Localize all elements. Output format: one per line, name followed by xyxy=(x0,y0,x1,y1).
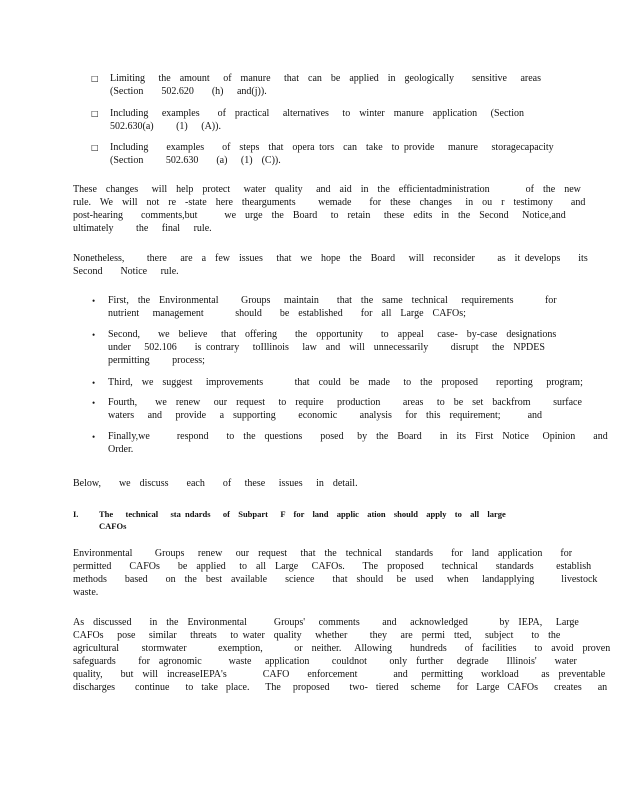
list-item-line: under 502.106 is contrary toIllinois law and will unnecessarily disrupt the NPDES xyxy=(108,342,545,353)
square-bullet-icon: □ xyxy=(91,109,99,118)
paragraph-line: CAFOs pose similar threats to water quality whether they are permi tted, subject to the xyxy=(73,630,561,641)
paragraph-line: waste. xyxy=(73,587,99,598)
paragraph-line: Below, we discuss each of these issues in detail. xyxy=(73,478,358,489)
bullet-dot-icon: • xyxy=(92,296,96,306)
section-title-line: The technical sta ndards of Subpart F for land applic ation should apply to all large xyxy=(99,509,506,519)
bullet-dot-icon: • xyxy=(92,432,96,442)
paragraph-line: agricultural stormwater exemption, or neither. Allowing hundreds of facilities to avoid proven xyxy=(73,643,611,654)
paragraph-line: permitted CAFOs be applied to all Large CAFOs. The proposed technical standards establish xyxy=(73,561,592,572)
section-number: I. xyxy=(73,509,79,519)
list-item-line: Including examples of practical alternatives to winter manure application (Section xyxy=(110,108,524,119)
list-item-line: Fourth, we renew our request to require production areas to be set backfrom surface xyxy=(108,397,582,408)
bullet-dot-icon: • xyxy=(92,330,96,340)
list-item-line: First, the Environmental Groups maintain that the same technical requirements for xyxy=(108,295,557,306)
section-title-line: CAFOs xyxy=(99,521,127,531)
list-item-line: Finally,we respond to the questions posed by the Board in its First Notice Opinion and xyxy=(108,431,608,442)
list-item-line: Including examples of steps that opera tors can take to provide manure storagecapacity xyxy=(110,142,554,153)
list-item-line: 502.630(a) (1) (A)). xyxy=(110,121,221,132)
paragraph-line: quality, but will increaseIEPA's CAFO enforcement and permitting workload as preventable xyxy=(73,669,606,680)
list-item-line: Order. xyxy=(108,444,134,455)
bullet-dot-icon: • xyxy=(92,398,96,408)
paragraph-line: methods based on the best available science that should be used when landapplying livestock xyxy=(73,574,598,585)
paragraph-line: These changes will help protect water quality and aid in the efficientadministration of the new xyxy=(73,184,581,195)
paragraph-line: Nonetheless, there are a few issues that we hope the Board will reconsider as it develops its xyxy=(73,253,588,264)
paragraph-line: ultimately the final rule. xyxy=(73,223,212,234)
paragraph-line: safeguards for agronomic waste application couldnot only further degrade Illinois' water xyxy=(73,656,577,667)
bullet-dot-icon: • xyxy=(92,378,96,388)
paragraph-line: As discussed in the Environmental Groups' comments and acknowledged by IEPA, Large xyxy=(73,617,579,628)
paragraph-line: discharges continue to take place. The proposed two- tiered scheme for Large CAFOs creates an xyxy=(73,682,608,693)
paragraph-line: Environmental Groups renew our request that the technical standards for land application for xyxy=(73,548,573,559)
list-item-line: Limiting the amount of manure that can be applied in geologically sensitive areas xyxy=(110,73,542,84)
list-item-line: waters and provide a supporting economic analysis for this requirement; and xyxy=(108,410,543,421)
list-item-line: Third, we suggest improvements that could be made to the proposed reporting program; xyxy=(108,377,583,388)
list-item-line: permitting process; xyxy=(108,355,205,366)
paragraph-line: Second Notice rule. xyxy=(73,266,179,277)
list-item-line: (Section 502.620 (h) and(j)). xyxy=(110,86,267,97)
paragraph-line: rule. We will not re -state here thearguments wemade for these changes in ou r testimony and xyxy=(73,197,586,208)
square-bullet-icon: □ xyxy=(91,74,99,83)
list-item-line: (Section 502.630 (a) (1) (C)). xyxy=(110,155,281,166)
square-bullet-icon: □ xyxy=(91,143,99,152)
list-item-line: Second, we believe that offering the opportunity to appeal case- by-case designations xyxy=(108,329,557,340)
list-item-line: nutrient management should be established for all Large CAFOs; xyxy=(108,308,466,319)
paragraph-line: post-hearing comments,but we urge the Board to retain these edits in the Second Notice,and xyxy=(73,210,566,221)
